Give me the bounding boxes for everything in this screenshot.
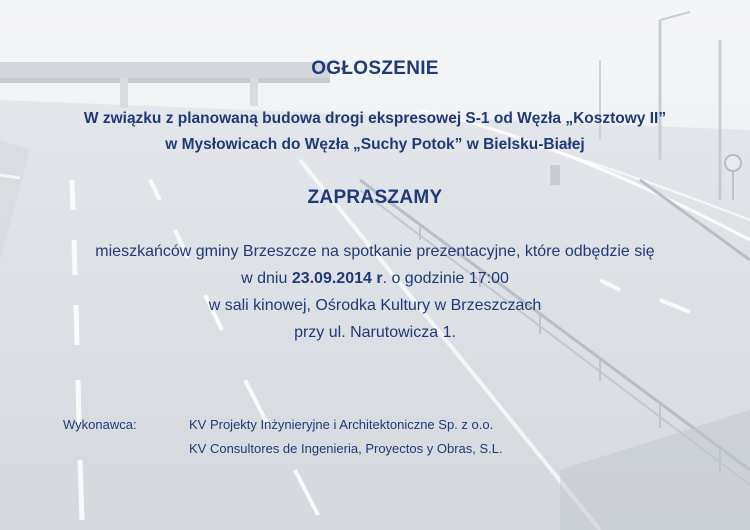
date-suffix: . o godzinie 17:00 [382, 270, 509, 287]
date-prefix: w dniu [241, 270, 292, 287]
contractor-label: Wykonawca: [63, 417, 137, 432]
body-line-4: przy ul. Narutowicza 1. [294, 324, 456, 341]
notice-title: OGŁOSZENIE [311, 58, 439, 79]
meeting-date-line [0, 270, 750, 288]
contractor-line-1: KV Projekty Inżynieryjne i Architektoniczne Sp. z o.o. [189, 417, 494, 432]
contractor-line-2: KV Consultores de Ingenieria, Proyectos y Obras, S.L. [189, 441, 503, 456]
body-line-3: w sali kinowej, Ośrodka Kultury w Brzeszczach [208, 297, 542, 314]
body-line-1: mieszkańców gminy Brzeszcze na spotkanie prezentacyjne, które odbędzie się [95, 243, 655, 260]
subtitle-line-2: w Mysłowicach do Węzła „Suchy Potok” w Bielsku-Białej [165, 136, 585, 153]
meeting-date: 23.09.2014 r [291, 270, 383, 287]
subtitle-line-1: W związku z planowaną budowa drogi ekspresowej S-1 od Węzła „Kosztowy II” [83, 110, 667, 127]
invite-heading: ZAPRASZAMY [307, 187, 443, 208]
